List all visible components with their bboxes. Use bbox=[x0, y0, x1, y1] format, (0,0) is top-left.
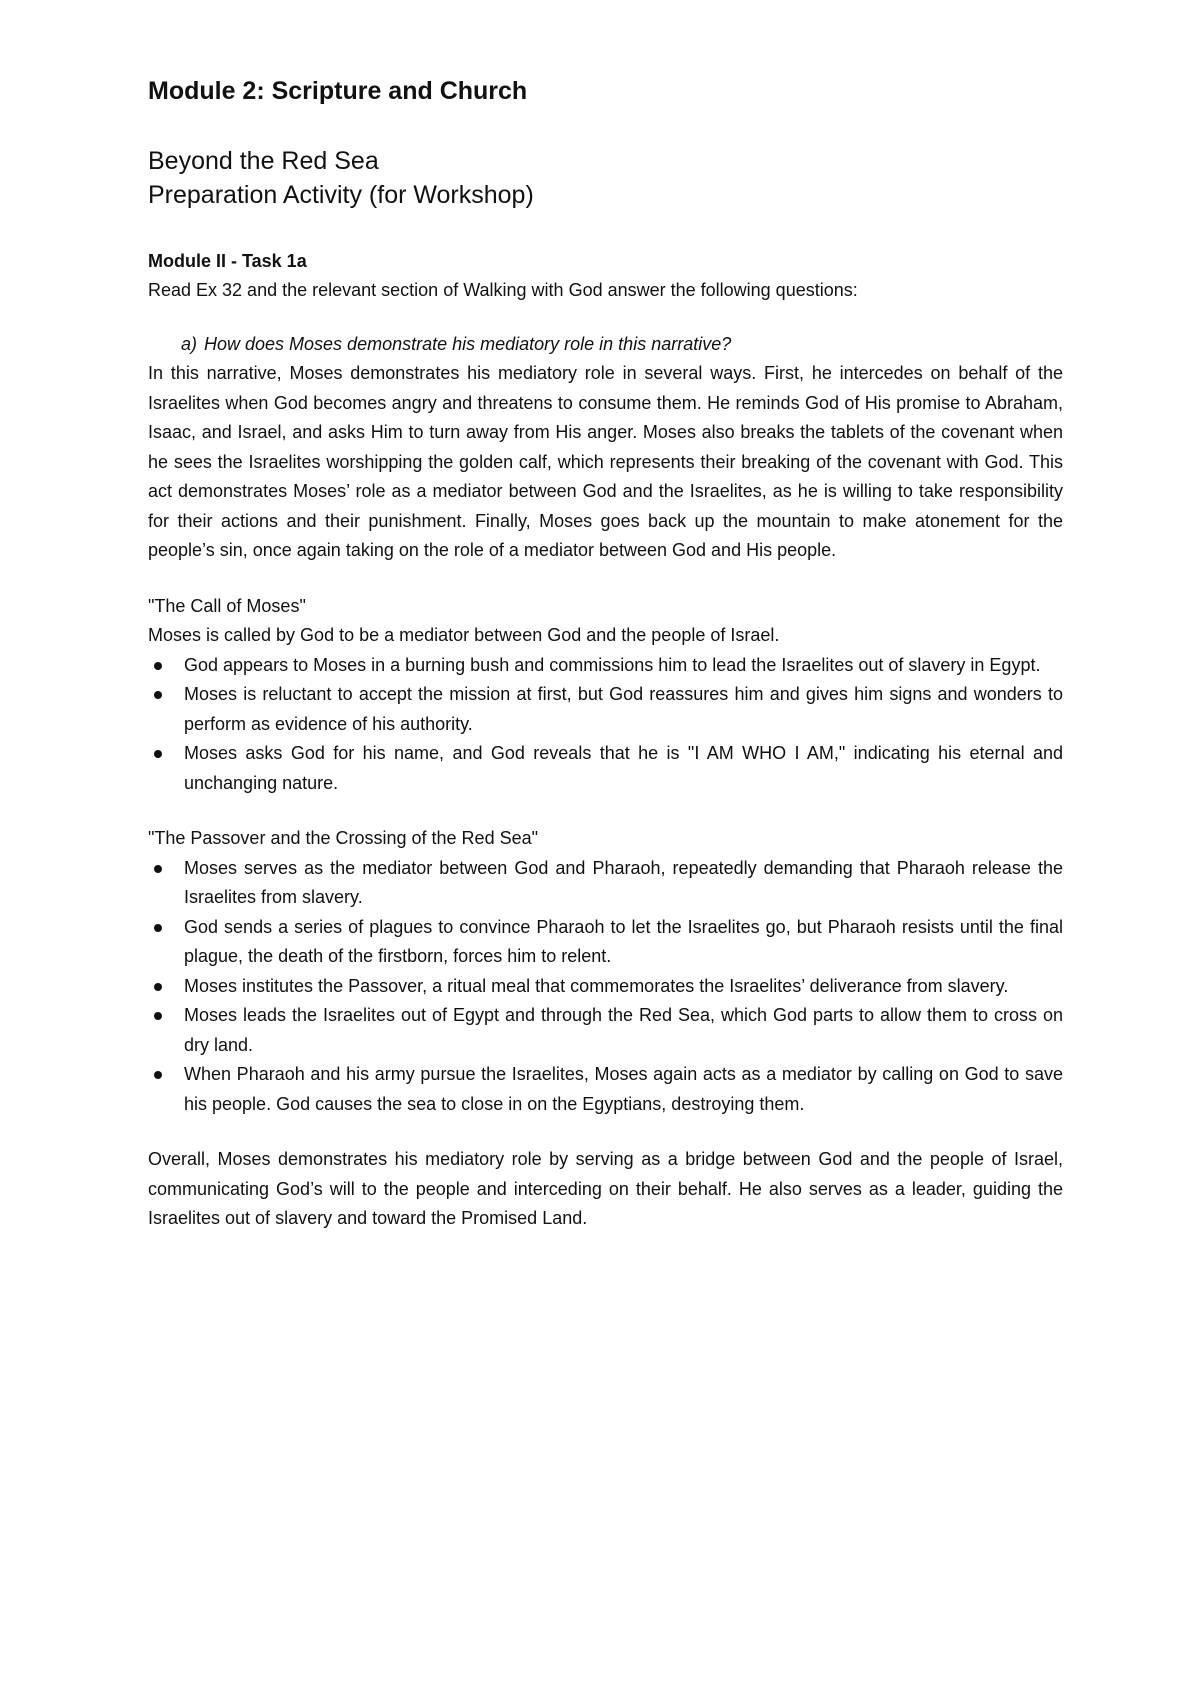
bullet-icon bbox=[154, 1012, 162, 1020]
bullet-icon bbox=[154, 924, 162, 932]
bullet-list-call-of-moses bbox=[148, 651, 1063, 799]
bullet-icon bbox=[154, 750, 162, 758]
bullet-icon bbox=[154, 1071, 162, 1079]
bullet-icon bbox=[154, 662, 162, 670]
list-item-text: Moses serves as the mediator between God and Pharaoh, repeatedly demanding that Pharaoh release the Israelites from slavery. bbox=[184, 857, 1063, 907]
conclusion-paragraph: Overall, Moses demonstrates his mediatory role by serving as a bridge between God and the people of Israel, communicating God’s will to the people and interceding on their behalf. He also serves as a leader, guiding the Israelites out of slavery and toward the Promised Land. bbox=[148, 1149, 1063, 1228]
list-item-text: Moses asks God for his name, and God reveals that he is "I AM WHO I AM," indicating his eternal and unchanging nature. bbox=[184, 743, 1063, 793]
list-item-text: Moses is reluctant to accept the mission at first, but God reassures him and gives him signs and wonders to perform as evidence of his authority. bbox=[184, 684, 1063, 734]
question-marker: a) bbox=[181, 333, 198, 354]
question-a bbox=[148, 330, 1063, 360]
task-heading: Module II - Task 1a bbox=[148, 251, 307, 271]
list-item bbox=[148, 1001, 1063, 1060]
list-item-text: Moses institutes the Passover, a ritual meal that commemorates the Israelites’ deliverance from slavery. bbox=[184, 975, 1009, 996]
list-item bbox=[148, 913, 1063, 972]
subtitle-line-2: Preparation Activity (for Workshop) bbox=[148, 181, 534, 209]
bullet-icon bbox=[154, 691, 162, 699]
list-item-text: When Pharaoh and his army pursue the Israelites, Moses again acts as a mediator by calling on God to save his people. God causes the sea to close in on the Egyptians, destroying them. bbox=[184, 1064, 1063, 1114]
list-item bbox=[148, 680, 1063, 739]
question-text: How does Moses demonstrate his mediatory role in this narrative? bbox=[204, 333, 732, 354]
list-item bbox=[148, 1060, 1063, 1119]
question-a-answer: In this narrative, Moses demonstrates his mediatory role in several ways. First, he intercedes on behalf of the Israelites when God becomes angry and threatens to consume them. He reminds God of His promise to Abraham, Isaac, and Israel, and asks Him to turn away from His anger. Moses also breaks the tablets of the covenant when he sees the Israelites worshipping the golden calf, which represents their breaking of the covenant with God. This act demonstrates Moses’ role as a mediator between God and the Israelites, as he is willing to take responsibility for their actions and their punishment. Finally, Moses goes back up the mountain to make atonement for the people’s sin, once again taking on the role of a mediator between God and His people. bbox=[148, 363, 1063, 560]
list-item-text: Moses leads the Israelites out of Egypt and through the Red Sea, which God parts to allow them to cross on dry land. bbox=[184, 1005, 1063, 1055]
bullet-list-passover bbox=[148, 854, 1063, 1120]
list-item-text: God sends a series of plagues to convince Pharaoh to let the Israelites go, but Pharaoh resists until the final plague, the death of the firstborn, forces him to relent. bbox=[184, 916, 1063, 966]
module-title: Module 2: Scripture and Church bbox=[148, 77, 528, 105]
bullet-icon bbox=[154, 865, 162, 873]
subtitle-line-1: Beyond the Red Sea bbox=[148, 147, 379, 175]
list-item bbox=[148, 972, 1063, 1002]
section-title-call-of-moses: "The Call of Moses" bbox=[148, 595, 306, 616]
list-item-text: God appears to Moses in a burning bush and commissions him to lead the Israelites out of slavery in Egypt. bbox=[184, 654, 1041, 675]
list-item bbox=[148, 854, 1063, 913]
bullet-icon bbox=[154, 983, 162, 991]
task-instruction: Read Ex 32 and the relevant section of Walking with God answer the following questions: bbox=[148, 280, 858, 300]
section-title-passover: "The Passover and the Crossing of the Red Sea" bbox=[148, 828, 538, 848]
section-intro-call-of-moses: Moses is called by God to be a mediator between God and the people of Israel. bbox=[148, 625, 780, 645]
document-body bbox=[148, 74, 1063, 1234]
list-item bbox=[148, 739, 1063, 798]
list-item bbox=[148, 651, 1063, 681]
